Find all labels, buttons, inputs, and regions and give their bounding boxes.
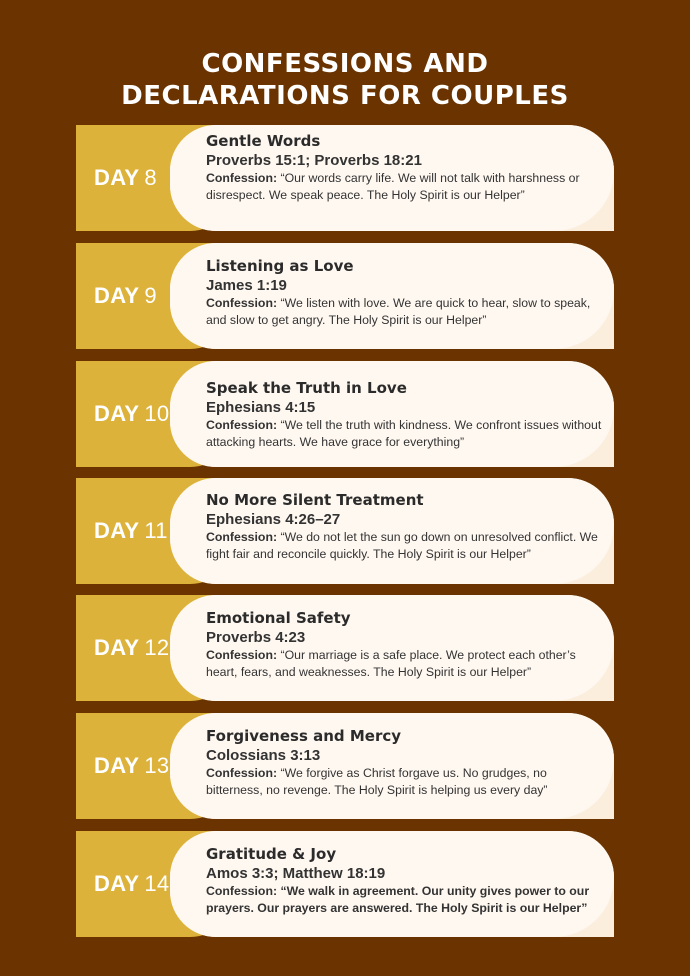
day-card: [76, 361, 614, 467]
confession-text: “We tell the truth with kindness. We confront issues without attacking hearts. We have grace for everything”: [206, 418, 602, 449]
day-label: [94, 125, 157, 231]
day-confession: [206, 170, 606, 204]
day-number: 13: [144, 753, 170, 778]
day-heading: Gratitude & Joy: [206, 845, 337, 863]
day-content: [206, 379, 606, 451]
day-label: [94, 478, 168, 584]
day-word: DAY: [94, 871, 140, 896]
confession-label: Confession:: [206, 296, 278, 310]
day-word: DAY: [94, 753, 140, 778]
confession-text: “We forgive as Christ forgave us. No grudges, no bitterness, no revenge. The Holy Spirit is helping us every day”: [206, 766, 548, 797]
confession-text: “We do not let the sun go down on unresolved conflict. We fight fair and reconcile quickly. The Holy Spirit is our Helper”: [206, 530, 598, 561]
day-number: 11: [144, 518, 168, 543]
day-word: DAY: [94, 401, 140, 426]
day-heading: Emotional Safety: [206, 609, 351, 627]
day-scripture: Proverbs 15:1; Proverbs 18:21: [206, 152, 422, 169]
confession-label: Confession:: [206, 418, 278, 432]
day-word: DAY: [94, 635, 140, 660]
confession-text: “Our marriage is a safe place. We protect each other’s heart, fears, and weaknesses. The Holy Spirit is our Helper”: [206, 648, 576, 679]
day-card: [76, 713, 614, 819]
day-card: [76, 595, 614, 701]
day-label: [94, 243, 157, 349]
confession-label: Confession:: [206, 766, 278, 780]
title-line-1: CONFESSIONS AND: [201, 49, 489, 79]
day-label: [94, 595, 169, 701]
day-number: 8: [144, 165, 157, 190]
confession-label: Confession:: [206, 171, 278, 185]
day-scripture: Ephesians 4:15: [206, 399, 316, 416]
day-confession: [206, 883, 606, 917]
confession-label: Confession:: [206, 884, 278, 898]
day-confession: [206, 417, 606, 451]
page-title: [0, 48, 690, 112]
day-heading: No More Silent Treatment: [206, 491, 424, 509]
day-heading: Speak the Truth in Love: [206, 379, 407, 397]
day-content: [206, 727, 606, 799]
day-card: [76, 125, 614, 231]
day-card: [76, 831, 614, 937]
day-content: [206, 845, 606, 917]
day-scripture: Ephesians 4:26–27: [206, 511, 341, 528]
day-content: [206, 491, 606, 563]
day-confession: [206, 647, 606, 681]
confession-label: Confession:: [206, 530, 278, 544]
day-content: [206, 132, 606, 204]
day-number: 10: [144, 401, 170, 426]
day-heading: Forgiveness and Mercy: [206, 727, 402, 745]
day-confession: [206, 529, 606, 563]
day-heading: Gentle Words: [206, 132, 321, 150]
day-word: DAY: [94, 165, 140, 190]
day-number: 12: [144, 635, 170, 660]
day-heading: Listening as Love: [206, 257, 354, 275]
day-scripture: Proverbs 4:23: [206, 629, 306, 646]
confession-text: “We listen with love. We are quick to hear, slow to speak, and slow to get angry. The Holy Spirit is our Helper”: [206, 296, 591, 327]
day-label: [94, 361, 169, 467]
confession-text: “We walk in agreement. Our unity gives power to our prayers. Our prayers are answered. The Holy Spirit is our Helper”: [206, 884, 590, 915]
day-content: [206, 257, 606, 329]
day-number: 9: [144, 283, 157, 308]
day-card: [76, 243, 614, 349]
title-line-2: DECLARATIONS FOR COUPLES: [121, 81, 569, 111]
day-number: 14: [144, 871, 170, 896]
day-confession: [206, 765, 606, 799]
day-card: [76, 478, 614, 584]
day-content: [206, 609, 606, 681]
confession-label: Confession:: [206, 648, 278, 662]
day-scripture: Amos 3:3; Matthew 18:19: [206, 865, 386, 882]
day-label: [94, 713, 169, 819]
day-confession: [206, 295, 606, 329]
day-label: [94, 831, 169, 937]
day-scripture: James 1:19: [206, 277, 287, 294]
day-word: DAY: [94, 518, 140, 543]
day-scripture: Colossians 3:13: [206, 747, 321, 764]
day-word: DAY: [94, 283, 140, 308]
confession-text: “Our words carry life. We will not talk with harshness or disrespect. We speak peace. The Holy Spirit is our Helper”: [206, 171, 580, 202]
